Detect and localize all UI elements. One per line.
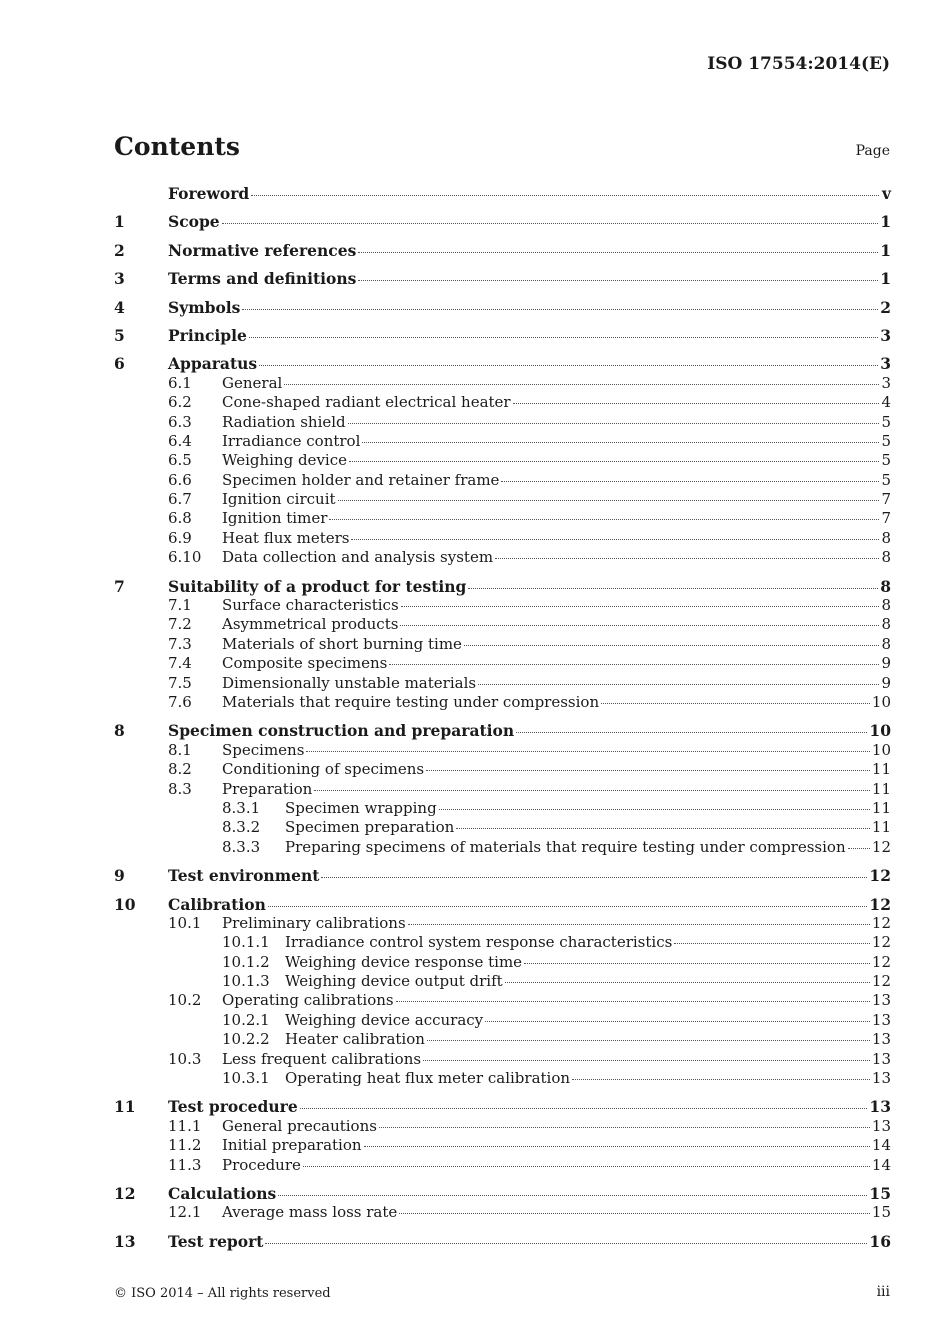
toc-entry-title[interactable]: Initial preparation: [222, 1136, 362, 1155]
dot-leader: [351, 538, 879, 540]
toc-entry-page[interactable]: 15: [869, 1183, 891, 1203]
toc-entry-number: 8.3.1: [222, 798, 261, 817]
toc-entry-title[interactable]: Test procedure: [168, 1097, 298, 1117]
toc-entry-title[interactable]: Preparation: [222, 779, 313, 798]
dot-leader: [478, 683, 879, 685]
dot-leader: [513, 402, 879, 404]
dot-leader: [349, 460, 879, 462]
toc-entry-number: 11.3: [168, 1155, 202, 1174]
toc-entry-page[interactable]: 4: [881, 393, 891, 412]
toc-entry[interactable]: [114, 490, 891, 509]
toc-entry-page[interactable]: 2: [880, 297, 891, 317]
toc-entry-title[interactable]: Specimens: [222, 740, 305, 759]
dot-leader: [401, 605, 879, 607]
toc-entry-number: 8.1: [168, 740, 192, 759]
toc-entry-number: 7.3: [168, 634, 192, 653]
dot-leader: [338, 499, 879, 501]
toc-entry-number: 13: [114, 1231, 136, 1251]
toc-entry-number: 10.2.1: [222, 1010, 270, 1029]
toc-entry[interactable]: [114, 509, 891, 528]
toc-entry-title[interactable]: Apparatus: [168, 354, 258, 374]
toc-entry-title[interactable]: Asymmetrical products: [222, 615, 399, 634]
toc-entry-title[interactable]: Materials of short burning time: [222, 634, 462, 653]
toc-entry-number: 12.1: [168, 1203, 202, 1222]
toc-entry-title[interactable]: Ignition circuit: [222, 490, 336, 509]
toc-entry-page[interactable]: 11: [871, 760, 891, 779]
toc-entry-title[interactable]: Data collection and analysis system: [222, 548, 494, 567]
toc-entry[interactable]: [114, 693, 891, 712]
toc-entry-page[interactable]: 13: [871, 1030, 891, 1049]
toc-entry-number: 10.2: [168, 991, 202, 1010]
toc-entry-title[interactable]: Materials that require testing under compression: [222, 692, 600, 711]
toc-entry-title[interactable]: Composite specimens: [222, 654, 388, 673]
toc-entry-page[interactable]: 8: [881, 528, 891, 547]
toc-entry-page[interactable]: 13: [871, 1049, 891, 1068]
toc-entry-page[interactable]: 14: [871, 1155, 891, 1174]
toc-entry-title[interactable]: Suitability of a product for testing: [168, 576, 467, 596]
dot-leader: [439, 808, 870, 810]
dot-leader: [222, 222, 879, 224]
toc-entry-title[interactable]: Weighing device accuracy: [285, 1010, 484, 1029]
toc-entry[interactable]: [114, 529, 891, 548]
dot-leader: [408, 923, 870, 925]
dot-leader: [348, 422, 879, 424]
toc-entry-number: 8.3.3: [222, 837, 261, 856]
toc-entry-page[interactable]: 9: [881, 673, 891, 692]
toc-entry[interactable]: [114, 972, 891, 991]
dot-leader: [400, 624, 879, 626]
toc-entry[interactable]: [114, 1184, 891, 1203]
dot-leader: [268, 905, 868, 907]
toc-entry-page[interactable]: 12: [869, 866, 891, 886]
dot-leader: [423, 1059, 870, 1061]
toc-entry-title[interactable]: Heater calibration: [285, 1030, 425, 1049]
toc-entry[interactable]: [114, 741, 891, 760]
toc-entry-title[interactable]: Specimen construction and preparation: [168, 721, 515, 741]
toc-entry-page[interactable]: 11: [871, 779, 891, 798]
toc-entry[interactable]: [114, 241, 891, 260]
dot-leader: [389, 663, 879, 665]
toc-entry-page[interactable]: 8: [880, 576, 891, 596]
dot-leader: [456, 827, 870, 829]
toc-entry[interactable]: [114, 1030, 891, 1049]
dot-leader: [379, 1126, 870, 1128]
toc-entry-title[interactable]: Terms and definitions: [168, 269, 357, 289]
toc-entry-number: 7.1: [168, 596, 192, 615]
toc-entry[interactable]: [114, 866, 891, 885]
toc-entry-title[interactable]: Cone-shaped radiant electrical heater: [222, 393, 511, 412]
toc-entry[interactable]: [114, 326, 891, 345]
toc-entry-title[interactable]: Specimen wrapping: [285, 798, 437, 817]
toc-entry-number: 7.6: [168, 692, 192, 711]
toc-entry-number: 8.2: [168, 760, 192, 779]
toc-entry-number: 10.1.3: [222, 972, 270, 991]
toc-entry-title[interactable]: Specimen holder and retainer frame: [222, 470, 500, 489]
dot-leader: [427, 1039, 870, 1041]
toc-entry-page[interactable]: 13: [871, 1116, 891, 1135]
toc-entry[interactable]: [114, 1011, 891, 1030]
toc-entry-page[interactable]: 10: [869, 721, 891, 741]
toc-entry-page[interactable]: 12: [871, 837, 891, 856]
toc-entry[interactable]: [114, 953, 891, 972]
dot-leader: [321, 876, 867, 878]
toc-entry[interactable]: [114, 548, 891, 567]
dot-leader: [495, 557, 879, 559]
toc-entry-page[interactable]: 13: [871, 1069, 891, 1088]
toc-entry-title[interactable]: Irradiance control system response characteristics: [285, 933, 673, 952]
dot-leader: [259, 364, 878, 366]
toc-entry-number: 1: [114, 212, 125, 232]
toc-entry-page[interactable]: 13: [869, 1097, 891, 1117]
toc-entry-page[interactable]: 8: [881, 596, 891, 615]
dot-leader: [396, 1000, 870, 1002]
toc-entry[interactable]: [114, 654, 891, 673]
toc-entry-number: 12: [114, 1183, 136, 1203]
toc-entry-page[interactable]: 11: [871, 798, 891, 817]
toc-entry-title[interactable]: Preliminary calibrations: [222, 913, 406, 932]
toc-entry-title[interactable]: Conditioning of specimens: [222, 760, 425, 779]
toc-entry-number: 11: [114, 1097, 136, 1117]
toc-entry-title[interactable]: Symbols: [168, 297, 241, 317]
toc-entry-page[interactable]: 1: [880, 269, 891, 289]
toc-entry-number: 5: [114, 325, 125, 345]
toc-entry[interactable]: [114, 413, 891, 432]
dot-leader: [278, 1194, 867, 1196]
toc-entry[interactable]: [114, 1156, 891, 1175]
toc-entry-number: 6.6: [168, 470, 192, 489]
toc-entry-page[interactable]: 11: [871, 818, 891, 837]
toc-entry[interactable]: [114, 635, 891, 654]
toc-entry-title[interactable]: Operating heat flux meter calibration: [285, 1069, 571, 1088]
dot-leader: [358, 279, 878, 281]
toc-entry-number: 6.8: [168, 509, 192, 528]
toc-entry[interactable]: [114, 1050, 891, 1069]
dot-leader: [426, 769, 870, 771]
toc-entry-page[interactable]: 16: [869, 1231, 891, 1251]
toc-entry-number: 6.4: [168, 431, 192, 450]
dot-leader: [516, 731, 867, 733]
toc-entry-page[interactable]: 12: [869, 894, 891, 914]
toc-entry-number: 11.2: [168, 1136, 202, 1155]
toc-entry-page[interactable]: 5: [881, 470, 891, 489]
dot-leader: [501, 480, 879, 482]
toc-entry-number: 6.7: [168, 490, 192, 509]
dot-leader: [358, 251, 878, 253]
toc-entry-title[interactable]: Radiation shield: [222, 412, 346, 431]
toc-entry-title[interactable]: Preparing specimens of materials that require testing under compression: [285, 837, 846, 856]
toc-entry-title[interactable]: Weighing device response time: [285, 952, 523, 971]
toc-entry-title[interactable]: General precautions: [222, 1116, 377, 1135]
toc-entry-page[interactable]: 10: [871, 740, 891, 759]
toc-entry-title[interactable]: Principle: [168, 325, 247, 345]
dot-leader: [601, 702, 870, 704]
dot-leader: [265, 1242, 867, 1244]
toc-entry-title[interactable]: Scope: [168, 212, 220, 232]
dot-leader: [306, 750, 869, 752]
toc-entry-number: 7: [114, 576, 125, 596]
toc-entry[interactable]: [114, 760, 891, 779]
toc-entry-page[interactable]: 3: [881, 373, 891, 392]
toc-entry-title[interactable]: Weighing device output drift: [285, 972, 503, 991]
toc-entry[interactable]: [114, 721, 891, 740]
table-of-contents: [114, 184, 891, 1251]
toc-entry-number: 7.2: [168, 615, 192, 634]
toc-entry[interactable]: [114, 212, 891, 231]
dot-leader: [399, 1212, 870, 1214]
toc-entry-title[interactable]: Specimen preparation: [285, 818, 455, 837]
toc-entry-title[interactable]: Foreword: [168, 184, 250, 203]
toc-entry-number: 10.3: [168, 1049, 202, 1068]
toc-entry-number: 8: [114, 721, 125, 741]
dot-leader: [249, 336, 878, 338]
toc-entry-title[interactable]: Weighing device: [222, 451, 347, 470]
toc-entry-page[interactable]: 1: [880, 240, 891, 260]
toc-entry[interactable]: [114, 799, 891, 818]
toc-entry-page[interactable]: v: [881, 184, 891, 203]
dot-leader: [362, 441, 879, 443]
toc-entry-number: 10.3.1: [222, 1069, 270, 1088]
toc-entry[interactable]: [114, 1136, 891, 1155]
toc-entry-number: 6: [114, 354, 125, 374]
toc-entry-title[interactable]: Surface characteristics: [222, 596, 399, 615]
toc-entry[interactable]: [114, 596, 891, 615]
dot-leader: [485, 1020, 870, 1022]
toc-entry-number: 7.4: [168, 654, 192, 673]
page-title: Contents: [114, 132, 241, 161]
toc-entry[interactable]: [114, 1232, 891, 1251]
toc-entry[interactable]: [114, 1203, 891, 1222]
dot-leader: [505, 981, 870, 983]
toc-entry-number: 4: [114, 297, 125, 317]
dot-leader: [303, 1165, 870, 1167]
toc-entry[interactable]: [114, 269, 891, 288]
toc-entry[interactable]: [114, 895, 891, 914]
dot-leader: [242, 308, 878, 310]
copyright-notice: © ISO 2014 – All rights reserved: [114, 1286, 331, 1301]
toc-entry-number: 6.2: [168, 393, 192, 412]
toc-entry-number: 9: [114, 866, 125, 886]
page-number: iii: [876, 1284, 890, 1300]
dot-leader: [468, 587, 878, 589]
toc-entry-page[interactable]: 14: [871, 1136, 891, 1155]
toc-entry-number: 6.5: [168, 451, 192, 470]
toc-entry-page[interactable]: 1: [880, 212, 891, 232]
toc-entry-number: 8.3.2: [222, 818, 261, 837]
dot-leader: [572, 1078, 870, 1080]
toc-entry[interactable]: [114, 471, 891, 490]
toc-entry[interactable]: [114, 577, 891, 596]
toc-entry-page[interactable]: 8: [881, 615, 891, 634]
toc-entry[interactable]: [114, 354, 891, 373]
dot-leader: [284, 383, 879, 385]
toc-entry-page[interactable]: 3: [880, 354, 891, 374]
toc-entry-page[interactable]: 3: [880, 325, 891, 345]
toc-entry-number: 6.9: [168, 528, 192, 547]
toc-entry-title[interactable]: Test environment: [168, 866, 320, 886]
toc-entry-number: 3: [114, 269, 125, 289]
dot-leader: [674, 942, 870, 944]
toc-entry[interactable]: [114, 991, 891, 1010]
toc-entry-title[interactable]: Normative references: [168, 240, 357, 260]
toc-entry-page[interactable]: 12: [871, 952, 891, 971]
toc-entry-number: 10.1: [168, 913, 202, 932]
dot-leader: [329, 518, 879, 520]
toc-entry-number: 10.1.2: [222, 952, 270, 971]
toc-entry-number: 6.3: [168, 412, 192, 431]
toc-entry[interactable]: [114, 1097, 891, 1116]
dot-leader: [364, 1145, 870, 1147]
dot-leader: [848, 847, 870, 849]
toc-entry-page[interactable]: 12: [871, 972, 891, 991]
toc-entry-title[interactable]: Ignition timer: [222, 509, 328, 528]
toc-entry-page[interactable]: 10: [871, 692, 891, 711]
toc-entry-page[interactable]: 13: [871, 991, 891, 1010]
toc-entry-page[interactable]: 15: [871, 1203, 891, 1222]
toc-entry-page[interactable]: 12: [871, 933, 891, 952]
toc-entry-page[interactable]: 8: [881, 548, 891, 567]
dot-leader: [464, 644, 879, 646]
toc-entry-title[interactable]: Average mass loss rate: [222, 1203, 398, 1222]
toc-entry-number: 8.3: [168, 779, 192, 798]
toc-entry[interactable]: [114, 818, 891, 837]
toc-entry[interactable]: [114, 615, 891, 634]
toc-entry-title[interactable]: Calculations: [168, 1183, 277, 1203]
toc-entry-page[interactable]: 8: [881, 634, 891, 653]
toc-entry-page[interactable]: 5: [881, 451, 891, 470]
toc-entry-title[interactable]: Calibration: [168, 894, 266, 914]
toc-entry-title[interactable]: Test report: [168, 1231, 264, 1251]
toc-entry-number: 10.1.1: [222, 933, 270, 952]
toc-entry-number: 7.5: [168, 673, 192, 692]
toc-entry[interactable]: [114, 780, 891, 799]
page-column-label: Page: [855, 143, 890, 159]
toc-entry-number: 10.2.2: [222, 1030, 270, 1049]
dot-leader: [300, 1107, 868, 1109]
toc-entry[interactable]: [114, 674, 891, 693]
dot-leader: [251, 194, 879, 196]
toc-entry[interactable]: [114, 1117, 891, 1136]
toc-entry-number: 11.1: [168, 1116, 202, 1135]
toc-entry[interactable]: [114, 298, 891, 317]
toc-entry[interactable]: [114, 1069, 891, 1088]
toc-entry-title[interactable]: Dimensionally unstable materials: [222, 673, 477, 692]
toc-entry[interactable]: [114, 432, 891, 451]
toc-entry[interactable]: [114, 393, 891, 412]
toc-entry-title[interactable]: Heat flux meters: [222, 528, 350, 547]
toc-entry-title[interactable]: Operating calibrations: [222, 991, 394, 1010]
toc-entry[interactable]: [114, 933, 891, 952]
toc-entry-page[interactable]: 5: [881, 412, 891, 431]
toc-entry-number: 6.1: [168, 373, 192, 392]
toc-entry-page[interactable]: 5: [881, 431, 891, 450]
toc-entry-page[interactable]: 7: [881, 509, 891, 528]
toc-entry-title[interactable]: Less frequent calibrations: [222, 1049, 422, 1068]
toc-entry[interactable]: [114, 914, 891, 933]
dot-leader: [524, 962, 870, 964]
toc-entry[interactable]: [114, 838, 891, 857]
dot-leader: [314, 789, 870, 791]
toc-entry[interactable]: [114, 184, 891, 203]
toc-entry-number: 6.10: [168, 548, 202, 567]
toc-entry-page[interactable]: 13: [871, 1010, 891, 1029]
toc-entry-title[interactable]: Procedure: [222, 1155, 301, 1174]
toc-entry[interactable]: [114, 374, 891, 393]
toc-entry-title[interactable]: Irradiance control: [222, 431, 361, 450]
toc-entry-page[interactable]: 7: [881, 490, 891, 509]
toc-entry-title[interactable]: General: [222, 373, 283, 392]
toc-entry-number: 10: [114, 894, 136, 914]
toc-entry-number: 2: [114, 240, 125, 260]
toc-entry-page[interactable]: 9: [881, 654, 891, 673]
toc-entry[interactable]: [114, 451, 891, 470]
toc-entry-page[interactable]: 12: [871, 913, 891, 932]
document-id: ISO 17554:2014(E): [707, 54, 890, 74]
